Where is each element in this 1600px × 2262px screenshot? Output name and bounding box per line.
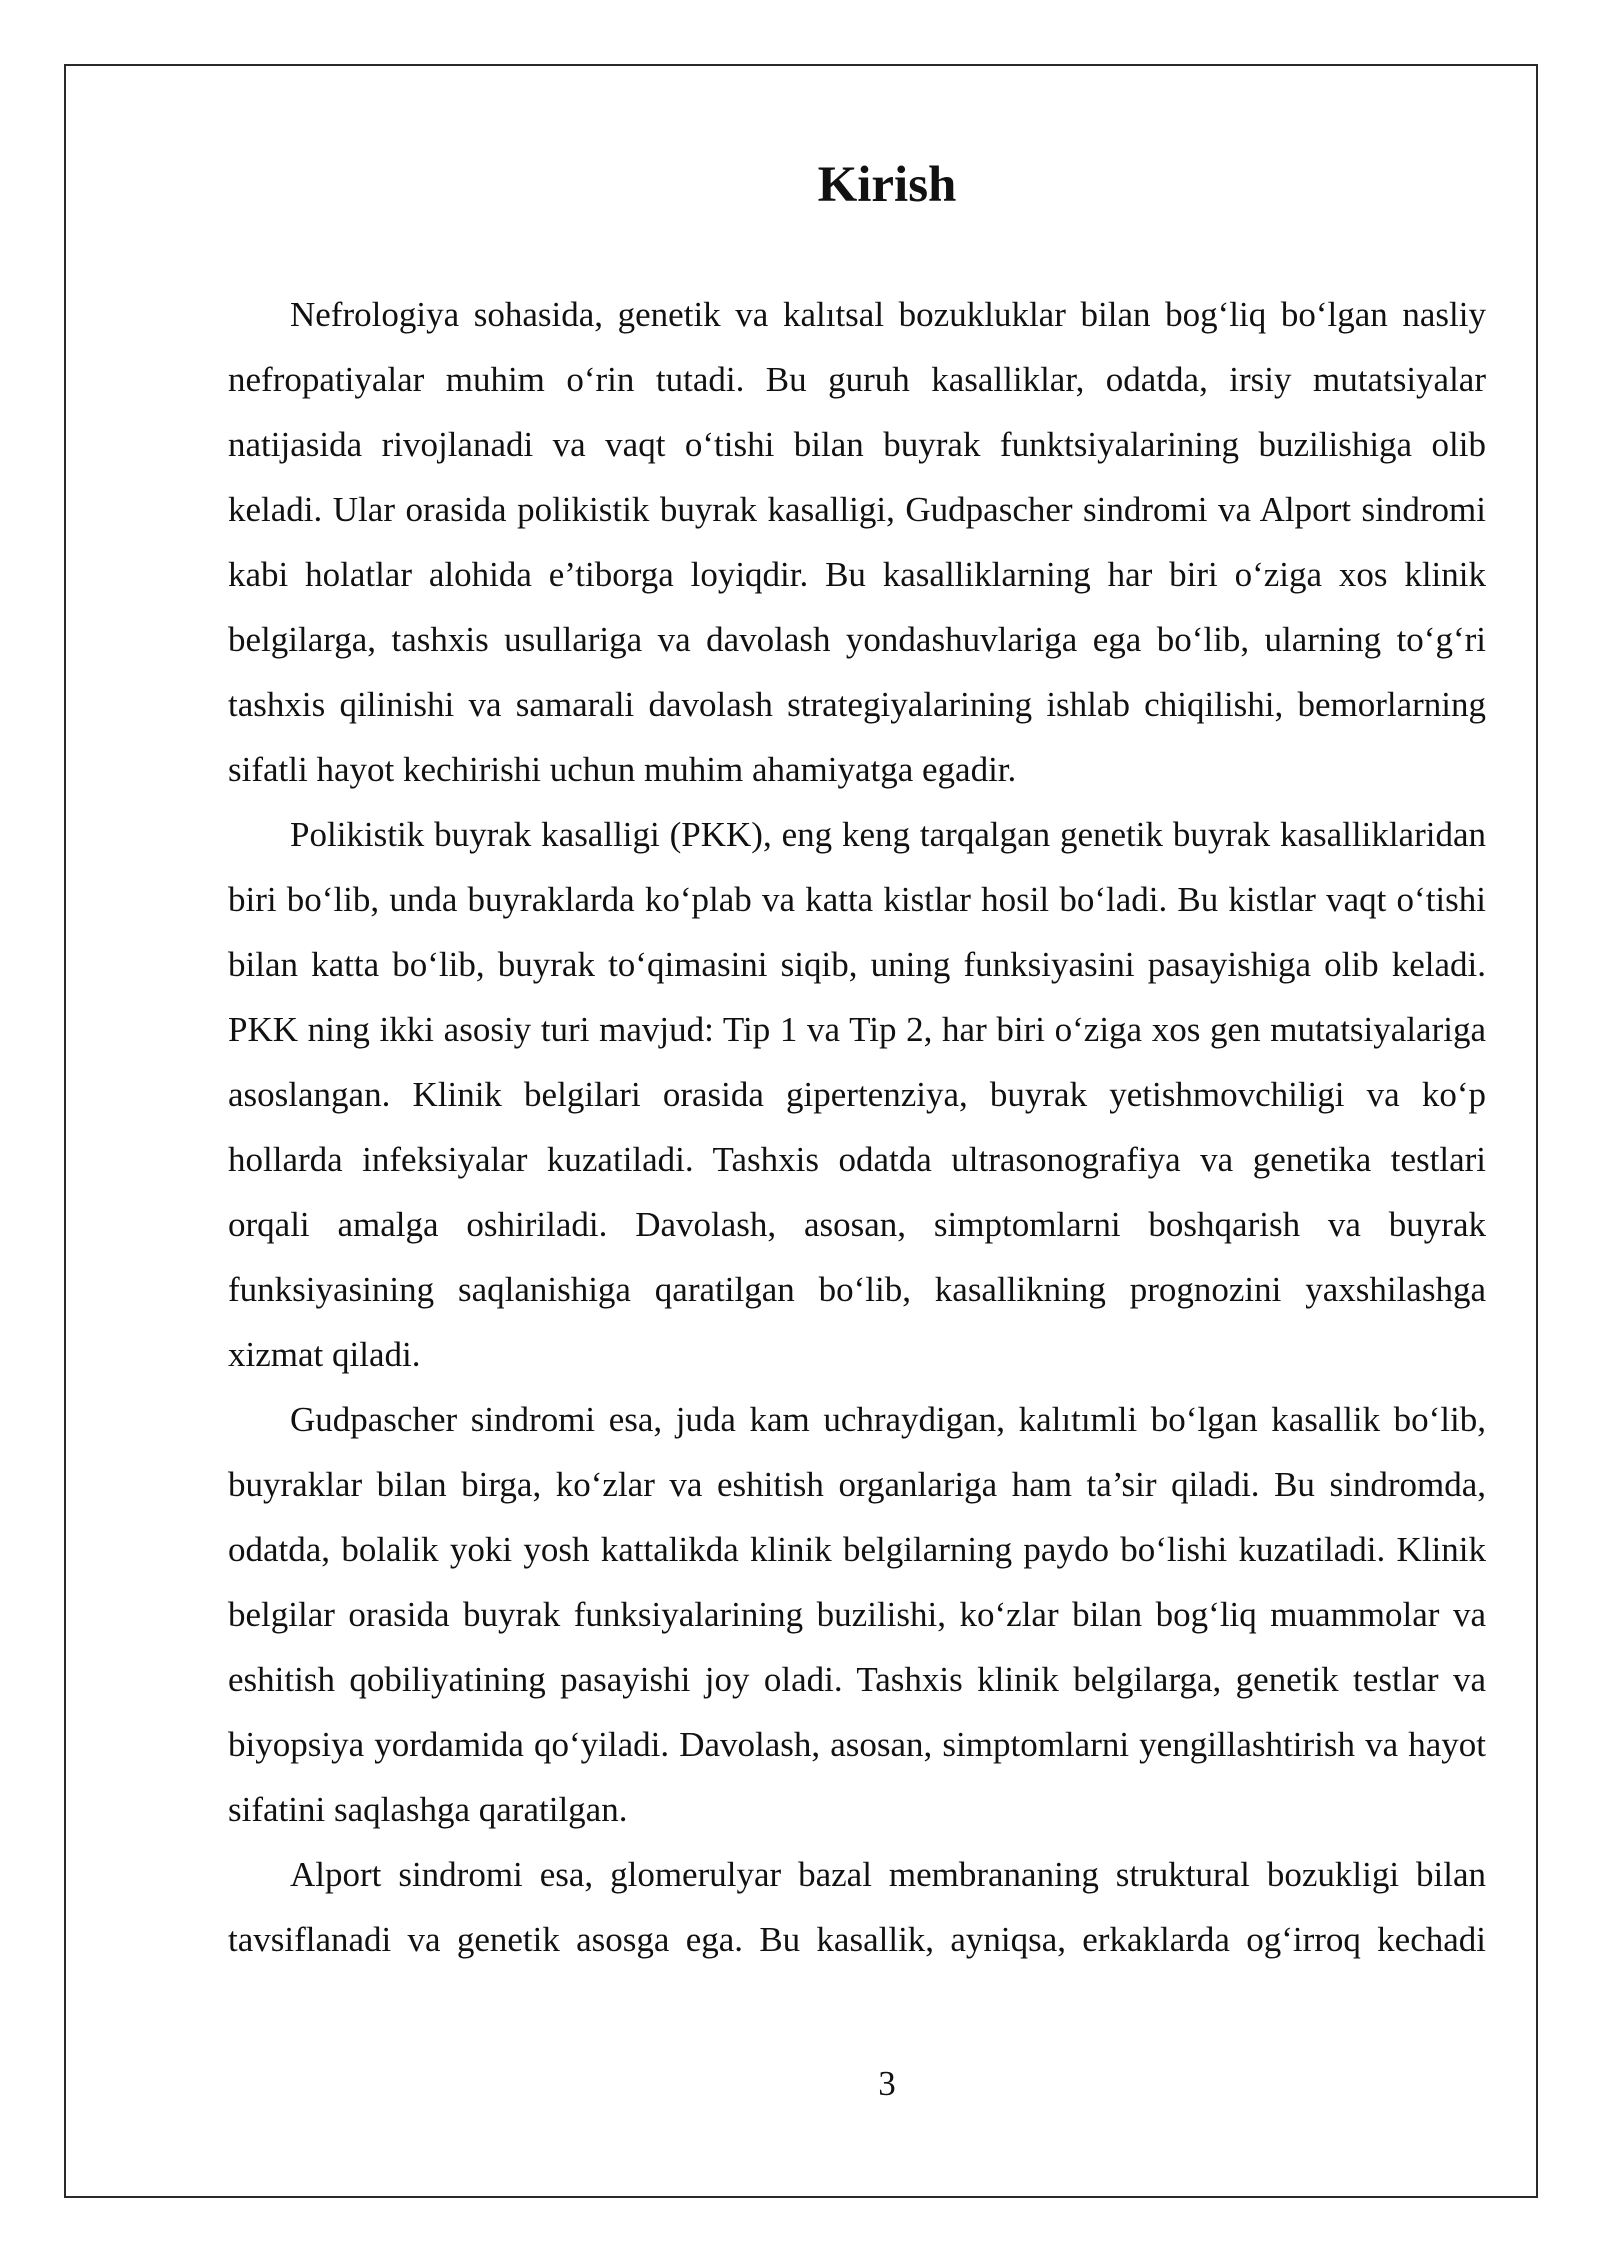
page-title: Kirish [817,157,957,213]
paragraph-alport: Alport sindromi esa, glomerulyar bazal membrananing struktural bozukligi bilan tavsiflanadi va genetik asosga ega. Bu kasallik, ayniqsa, erkaklarda og‘irroq kechadi [228,1855,1486,1959]
paragraph-gudpascher: Gudpascher sindromi esa, juda kam uchraydigan, kalıtımli bo‘lgan kasallik bo‘lib, buyraklar bilan birga, ko‘zlar va eshitish organlariga ham ta’sir qiladi. Bu sindromda, odatda, bolalik yoki yosh kattalikda klinik belgilarning paydo bo‘lishi kuzatiladi. Klinik belgilar orasida buyrak funksiyalarining buzilishi, ko‘zlar bilan bog‘liq muammolar va eshitish qobiliyatining pasayishi joy oladi. Tashxis klinik belgilarga, genetik testlar va biyopsiya yordamida qo‘yiladi. Davolash, asosan, simptomlarni yengillashtirish va hayot sifatini saqlashga qaratilgan. [228,1400,1486,1829]
body-text [228,282,1486,1972]
page-number: 3 [878,2064,896,2103]
paragraph-intro: Nefrologiya sohasida, genetik va kalıtsal bozukluklar bilan bog‘liq bo‘lgan nasliy nefropatiyalar muhim o‘rin tutadi. Bu guruh kasalliklar, odatda, irsiy mutatsiyalar natijasida rivojlanadi va vaqt o‘tishi bilan buyrak funktsiyalarining buzilishiga olib keladi. Ular orasida polikistik buyrak kasalligi, Gudpascher sindromi va Alport sindromi kabi holatlar alohida e’tiborga loyiqdir. Bu kasalliklarning har biri o‘ziga xos klinik belgilarga, tashxis usullariga va davolash yondashuvlariga ega bo‘lib, ularning to‘g‘ri tashxis qilinishi va samarali davolash strategiyalarining ishlab chiqilishi, bemorlarning sifatli hayot kechirishi uchun muhim ahamiyatga egadir. [228,295,1486,789]
paragraph-pkk: Polikistik buyrak kasalligi (PKK), eng keng tarqalgan genetik buyrak kasalliklaridan biri bo‘lib, unda buyraklarda ko‘plab va katta kistlar hosil bo‘ladi. Bu kistlar vaqt o‘tishi bilan katta bo‘lib, buyrak to‘qimasini siqib, uning funksiyasini pasayishiga olib keladi. PKK ning ikki asosiy turi mavjud: Tip 1 va Tip 2, har biri o‘ziga xos gen mutatsiyalariga asoslangan. Klinik belgilari orasida gipertenziya, buyrak yetishmovchiligi va ko‘p hollarda infeksiyalar kuzatiladi. Tashxis odatda ultrasonografiya va genetika testlari orqali amalga oshiriladi. Davolash, asosan, simptomlarni boshqarish va buyrak funksiyasining saqlanishiga qaratilgan bo‘lib, kasallikning prognozini yaxshilashga xizmat qiladi. [228,815,1486,1374]
